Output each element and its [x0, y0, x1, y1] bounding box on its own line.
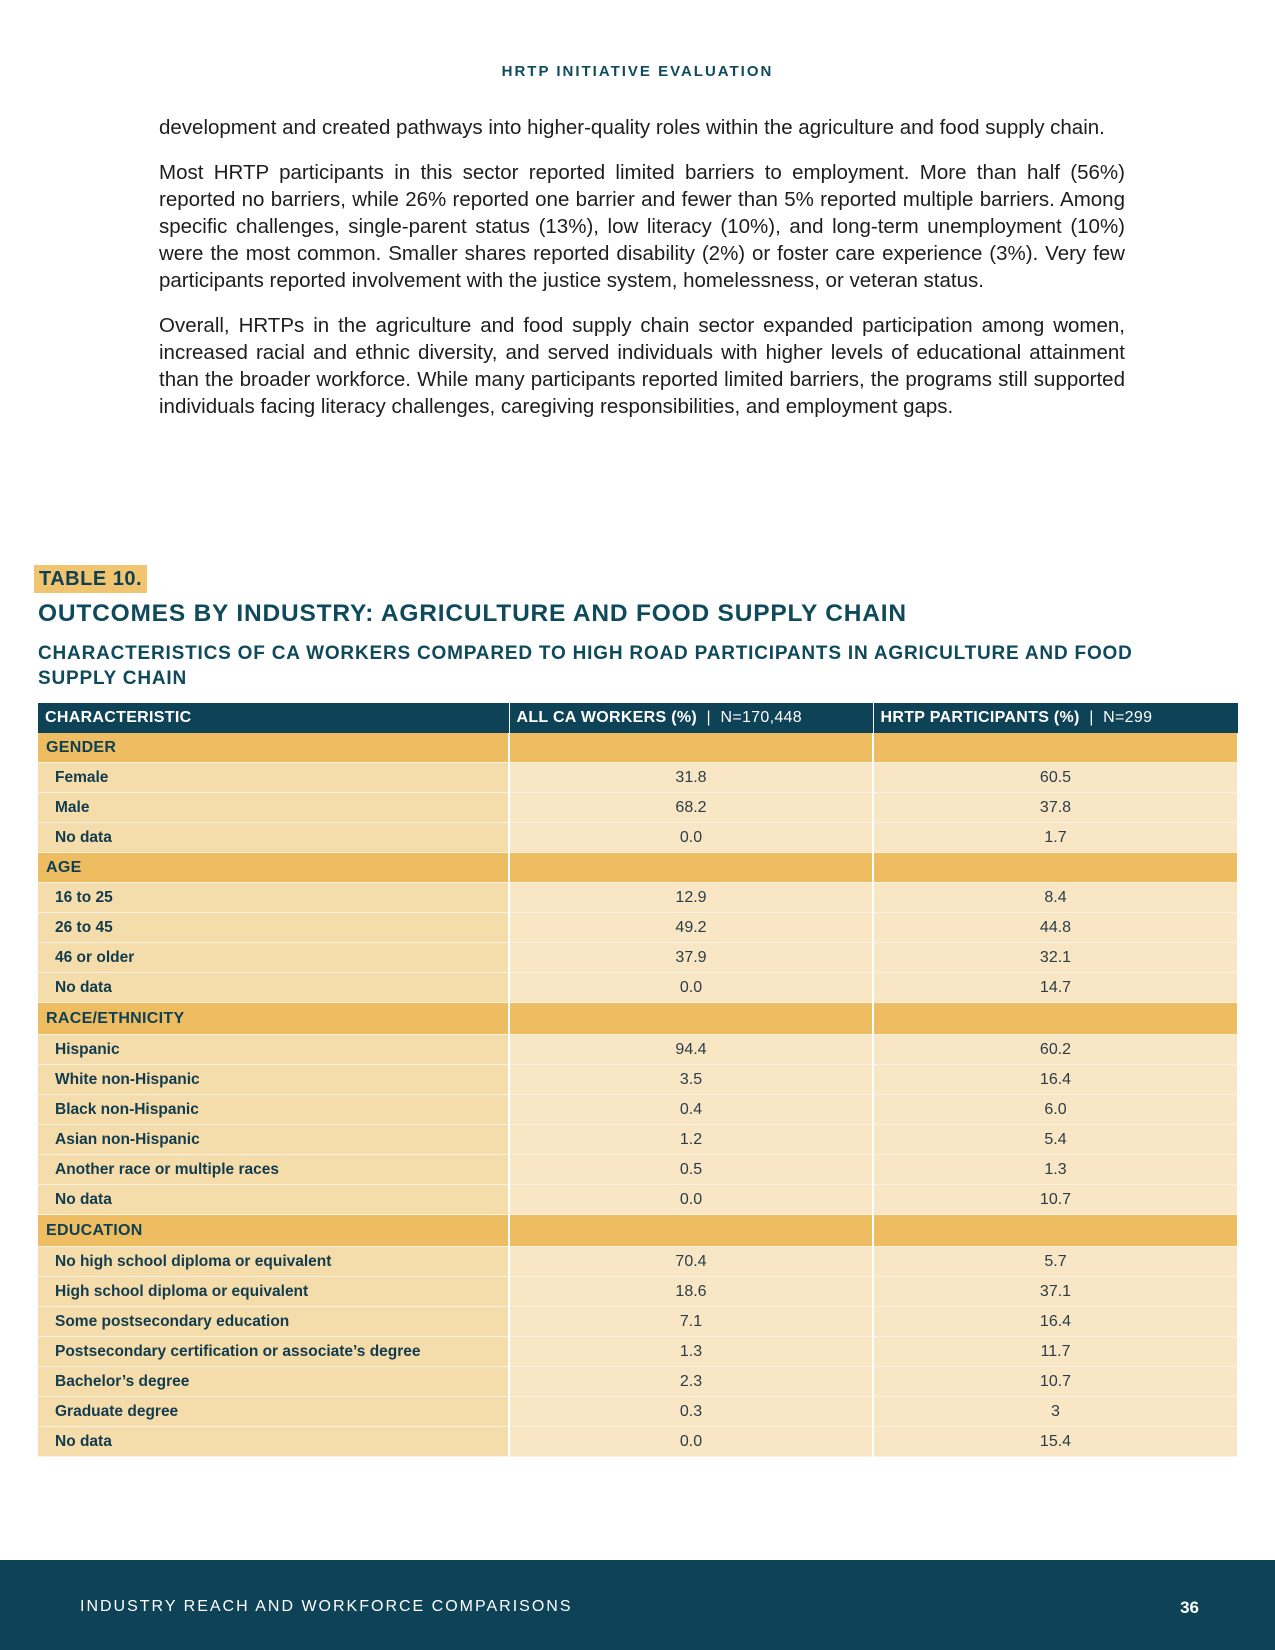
all-ca-workers-value: 0.5: [509, 1155, 873, 1185]
table-row: [38, 943, 1238, 973]
all-ca-workers-value: 37.9: [509, 943, 873, 973]
row-label: High school diploma or equivalent: [38, 1277, 509, 1307]
section-row: [38, 1003, 1238, 1035]
row-label: 46 or older: [38, 943, 509, 973]
paragraph: Overall, HRTPs in the agriculture and food supply chain sector expanded participation among women, increased racial and ethnic diversity, and served individuals with higher levels of educational attainment than the broader workforce. While many participants reported limited barriers, the programs still supported individuals facing literacy challenges, caregiving responsibilities, and employment gaps.: [159, 314, 1125, 418]
section-empty-cell: [509, 1003, 873, 1035]
hrtp-participants-value: 10.7: [873, 1185, 1238, 1215]
all-ca-workers-value: 68.2: [509, 793, 873, 823]
column-header-label: ALL CA WORKERS (%): [516, 709, 698, 726]
row-label: Male: [38, 793, 509, 823]
table-row: [38, 1427, 1238, 1457]
table-title: OUTCOMES BY INDUSTRY: AGRICULTURE AND FOOD SUPPLY CHAIN: [38, 600, 907, 627]
hrtp-participants-value: 10.7: [873, 1367, 1238, 1397]
row-label: No data: [38, 1185, 509, 1215]
hrtp-participants-value: 1.7: [873, 823, 1238, 853]
sample-size: N=299: [1103, 709, 1153, 726]
hrtp-participants-value: 32.1: [873, 943, 1238, 973]
row-label: No data: [38, 823, 509, 853]
hrtp-participants-value: 11.7: [873, 1337, 1238, 1367]
table-row: [38, 1277, 1238, 1307]
hrtp-participants-value: 60.5: [873, 763, 1238, 793]
all-ca-workers-value: 2.3: [509, 1367, 873, 1397]
table-row: [38, 823, 1238, 853]
section-label: RACE/ETHNICITY: [38, 1003, 509, 1035]
section-empty-cell: [873, 853, 1238, 883]
hrtp-participants-value: 15.4: [873, 1427, 1238, 1457]
hrtp-participants-value: 37.1: [873, 1277, 1238, 1307]
running-head: HRTP INITIATIVE EVALUATION: [501, 63, 774, 80]
all-ca-workers-value: 0.3: [509, 1397, 873, 1427]
table-row: [38, 973, 1238, 1003]
sample-size: N=170,448: [720, 709, 802, 726]
section-empty-cell: [509, 853, 873, 883]
row-label: White non-Hispanic: [38, 1065, 509, 1095]
all-ca-workers-value: 0.0: [509, 1185, 873, 1215]
all-ca-workers-value: 1.2: [509, 1125, 873, 1155]
section-empty-cell: [873, 1003, 1238, 1035]
paragraph: Most HRTP participants in this sector reported limited barriers to employment. More than half (56%) reported no barriers, while 26% reported one barrier and fewer than 5% reported multiple barriers. Among specific challenges, single-parent status (13%), low literacy (10%), and long-term unemployment (10%) were the most common. Smaller shares reported disability (2%) or foster care experience (3%). Very few participants reported involvement with the justice system, homelessness, or veteran status.: [159, 161, 1125, 292]
section-row: [38, 853, 1238, 883]
row-label: 16 to 25: [38, 883, 509, 913]
hrtp-participants-value: 8.4: [873, 883, 1238, 913]
table-row: [38, 883, 1238, 913]
row-label: Asian non-Hispanic: [38, 1125, 509, 1155]
all-ca-workers-value: 70.4: [509, 1247, 873, 1277]
hrtp-participants-value: 1.3: [873, 1155, 1238, 1185]
row-label: Another race or multiple races: [38, 1155, 509, 1185]
row-label: Postsecondary certification or associate’s degree: [38, 1337, 509, 1367]
all-ca-workers-value: 0.0: [509, 973, 873, 1003]
section-label: EDUCATION: [38, 1215, 509, 1247]
paragraph: development and created pathways into higher-quality roles within the agriculture and food supply chain.: [159, 116, 1105, 139]
table-row: [38, 913, 1238, 943]
section-empty-cell: [509, 1215, 873, 1247]
row-label: Bachelor’s degree: [38, 1367, 509, 1397]
characteristics-table: [38, 703, 1239, 1457]
row-label: No high school diploma or equivalent: [38, 1247, 509, 1277]
table-row: [38, 1125, 1238, 1155]
column-header-characteristic: CHARACTERISTIC: [38, 703, 509, 733]
page-footer: [0, 1560, 1275, 1650]
row-label: Black non-Hispanic: [38, 1095, 509, 1125]
column-separator: |: [1089, 709, 1094, 726]
table-row: [38, 1397, 1238, 1427]
section-label: AGE: [38, 853, 509, 883]
all-ca-workers-value: 7.1: [509, 1307, 873, 1337]
all-ca-workers-value: 94.4: [509, 1035, 873, 1065]
row-label: Graduate degree: [38, 1397, 509, 1427]
table-number: TABLE 10.: [34, 565, 147, 593]
section-empty-cell: [509, 733, 873, 763]
table-row: [38, 1337, 1238, 1367]
table-row: [38, 1155, 1238, 1185]
table-row: [38, 763, 1238, 793]
table-row: [38, 1065, 1238, 1095]
table-row: [38, 1367, 1238, 1397]
table-row: [38, 1185, 1238, 1215]
hrtp-participants-value: 37.8: [873, 793, 1238, 823]
body-text: [159, 114, 1125, 438]
hrtp-participants-value: 5.4: [873, 1125, 1238, 1155]
footer-section-name: INDUSTRY REACH AND WORKFORCE COMPARISONS: [80, 1598, 573, 1615]
hrtp-participants-value: 60.2: [873, 1035, 1238, 1065]
table-row: [38, 1035, 1238, 1065]
table-row: [38, 1095, 1238, 1125]
hrtp-participants-value: 3: [873, 1397, 1238, 1427]
hrtp-participants-value: 16.4: [873, 1307, 1238, 1337]
row-label: Some postsecondary education: [38, 1307, 509, 1337]
table-header-row: [38, 703, 1238, 733]
all-ca-workers-value: 0.4: [509, 1095, 873, 1125]
column-header-label: HRTP PARTICIPANTS (%): [880, 709, 1080, 726]
table-body: [38, 733, 1238, 1457]
column-header-hrtp-participants: [873, 703, 1238, 733]
table-row: [38, 793, 1238, 823]
all-ca-workers-value: 0.0: [509, 823, 873, 853]
section-row: [38, 1215, 1238, 1247]
row-label: 26 to 45: [38, 913, 509, 943]
row-label: Female: [38, 763, 509, 793]
all-ca-workers-value: 18.6: [509, 1277, 873, 1307]
hrtp-participants-value: 5.7: [873, 1247, 1238, 1277]
hrtp-participants-value: 6.0: [873, 1095, 1238, 1125]
hrtp-participants-value: 44.8: [873, 913, 1238, 943]
all-ca-workers-value: 0.0: [509, 1427, 873, 1457]
all-ca-workers-value: 49.2: [509, 913, 873, 943]
page-number: 36: [1180, 1598, 1199, 1617]
hrtp-participants-value: 16.4: [873, 1065, 1238, 1095]
column-header-all-ca-workers: [509, 703, 873, 733]
row-label: No data: [38, 973, 509, 1003]
table-row: [38, 1247, 1238, 1277]
row-label: Hispanic: [38, 1035, 509, 1065]
all-ca-workers-value: 31.8: [509, 763, 873, 793]
all-ca-workers-value: 12.9: [509, 883, 873, 913]
section-empty-cell: [873, 1215, 1238, 1247]
section-row: [38, 733, 1238, 763]
all-ca-workers-value: 3.5: [509, 1065, 873, 1095]
all-ca-workers-value: 1.3: [509, 1337, 873, 1367]
table-row: [38, 1307, 1238, 1337]
column-separator: |: [706, 709, 711, 726]
row-label: No data: [38, 1427, 509, 1457]
section-label: GENDER: [38, 733, 509, 763]
table-subtitle: CHARACTERISTICS OF CA WORKERS COMPARED TO HIGH ROAD PARTICIPANTS IN AGRICULTURE AND FOOD SUPPLY CHAIN: [38, 643, 1133, 689]
hrtp-participants-value: 14.7: [873, 973, 1238, 1003]
section-empty-cell: [873, 733, 1238, 763]
